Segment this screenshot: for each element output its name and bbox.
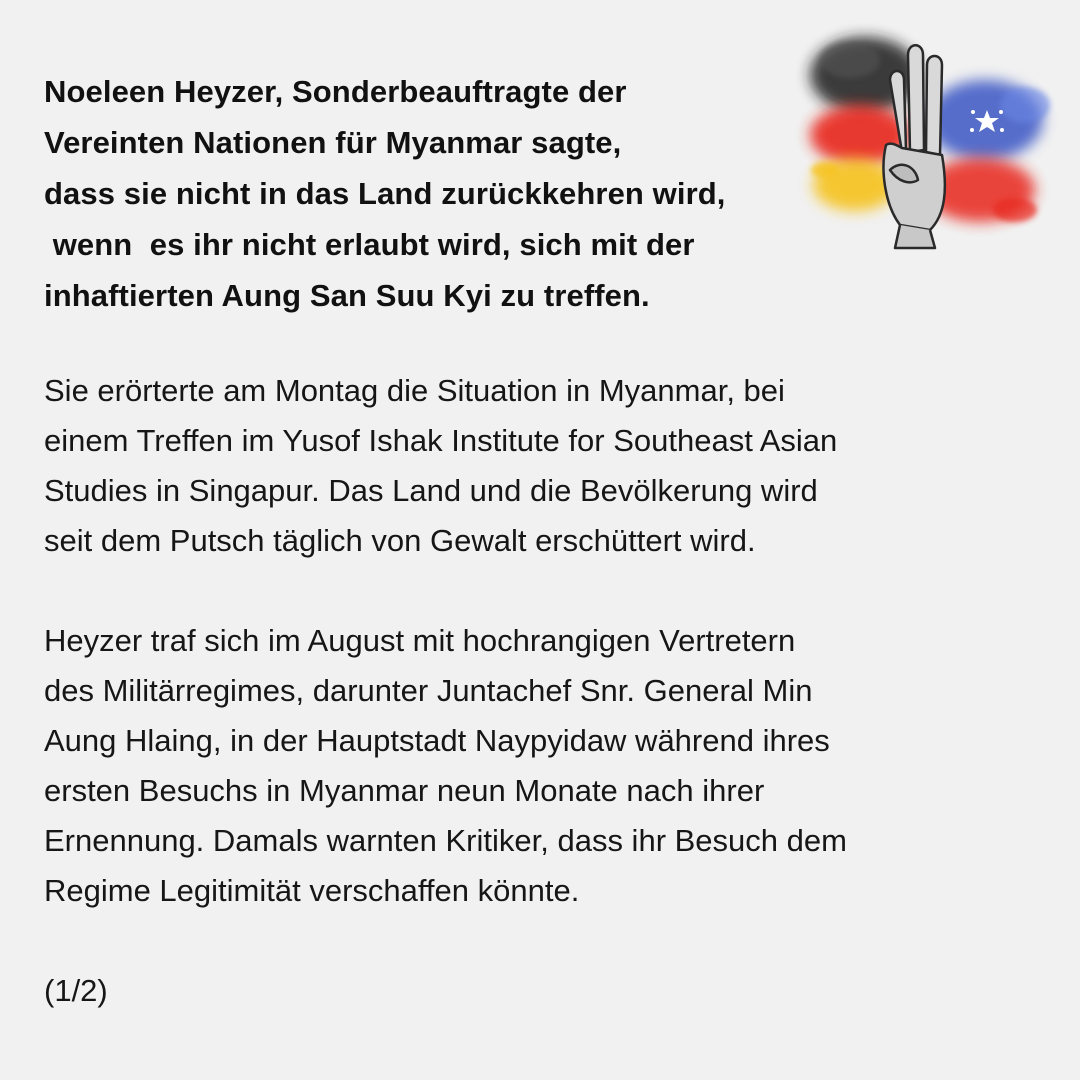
paragraph-line: Studies in Singapur. Das Land und die Bevölkerung wird	[44, 473, 818, 508]
paragraph-2	[44, 616, 1034, 916]
headline-line: dass sie nicht in das Land zurückkehren wird,	[44, 176, 726, 211]
headline-line: inhaftierten Aung San Suu Kyi zu treffen.	[44, 278, 650, 313]
headline-line: wenn es ihr nicht erlaubt wird, sich mit der	[44, 227, 695, 262]
headline-line: Vereinten Nationen für Myanmar sagte,	[44, 125, 622, 160]
headline-line: Noeleen Heyzer, Sonderbeauftragte der	[44, 74, 627, 109]
paragraph-line: Sie erörterte am Montag die Situation in Myanmar, bei	[44, 373, 785, 408]
paragraph-line: einem Treffen im Yusof Ishak Institute for Southeast Asian	[44, 423, 838, 458]
paragraph-1	[44, 366, 1034, 566]
headline	[44, 66, 924, 321]
paragraph-line: Regime Legitimität verschaffen könnte.	[44, 873, 580, 908]
paragraph-line: Aung Hlaing, in der Hauptstadt Naypyidaw während ihres	[44, 723, 830, 758]
paragraph-line: des Militärregimes, darunter Juntachef Snr. General Min	[44, 673, 813, 708]
paragraph-line: Heyzer traf sich im August mit hochrangigen Vertretern	[44, 623, 796, 658]
page-indicator: (1/2)	[44, 973, 108, 1008]
paragraph-line: seit dem Putsch täglich von Gewalt erschüttert wird.	[44, 523, 756, 558]
paragraph-line: ersten Besuchs in Myanmar neun Monate nach ihrer	[44, 773, 765, 808]
paragraph-line: Ernennung. Damals warnten Kritiker, dass ihr Besuch dem	[44, 823, 847, 858]
